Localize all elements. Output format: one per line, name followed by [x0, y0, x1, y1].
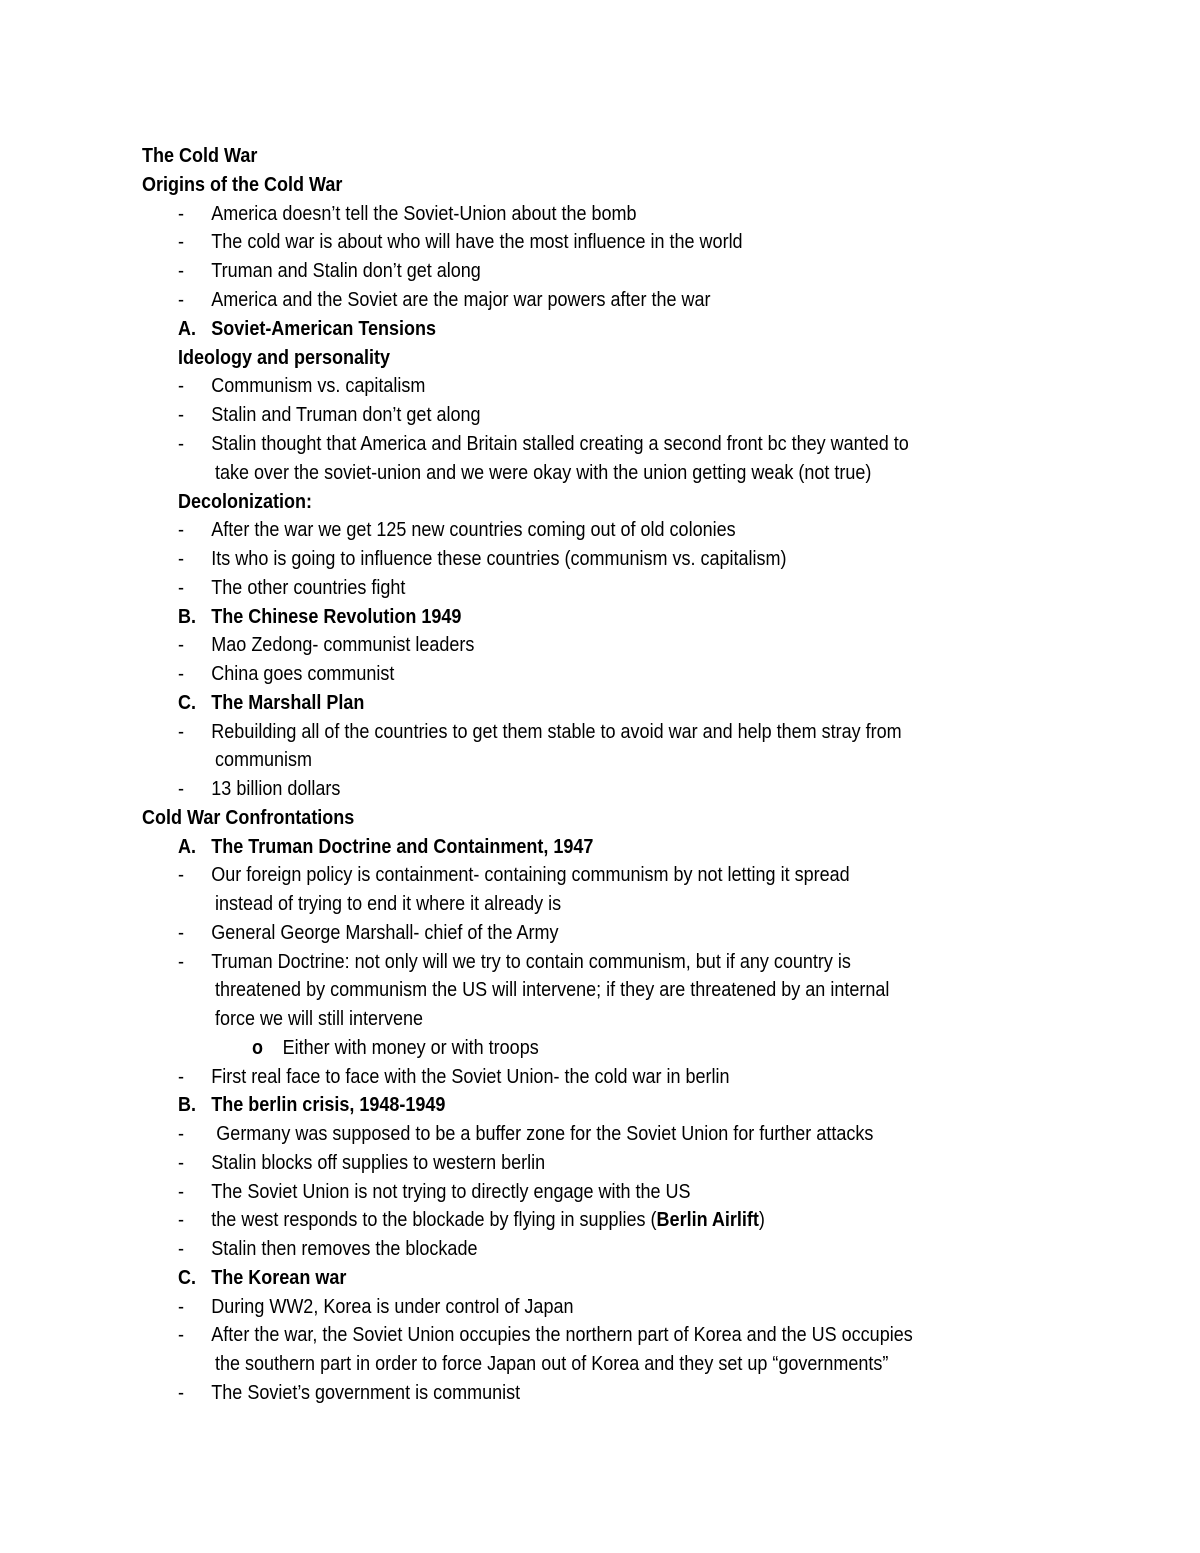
- dash-marker: -: [178, 1123, 185, 1145]
- dash-marker: -: [178, 1238, 185, 1260]
- dash-marker: -: [178, 375, 185, 397]
- dash-marker: -: [178, 1382, 185, 1404]
- bullet-text: Rebuilding all of the countries to get them stable to avoid war and help them stray from: [211, 721, 902, 743]
- dash-marker: -: [178, 1209, 185, 1231]
- dash-marker: -: [178, 663, 185, 685]
- bullet-text: China goes communist: [211, 663, 395, 685]
- bullet-text: Stalin then removes the blockade: [211, 1238, 478, 1260]
- bullet-continuation: the southern part in order to force Japan out of Korea and they set up “governments”: [215, 1353, 889, 1375]
- bullet-text: America doesn’t tell the Soviet-Union about the bomb: [211, 203, 637, 225]
- bullet-text: [211, 1208, 765, 1232]
- bullet-text: 13 billion dollars: [211, 778, 341, 800]
- bullet-text-plain: the west responds to the blockade by flying in supplies (: [211, 1209, 657, 1231]
- bullet-text: Its who is going to influence these countries (communism vs. capitalism): [211, 548, 787, 570]
- dash-marker: -: [178, 1181, 185, 1203]
- bullet-text: Stalin thought that America and Britain stalled creating a second front bc they wanted to: [211, 433, 909, 455]
- bullet-text: Stalin and Truman don’t get along: [211, 404, 481, 426]
- heading-text: Soviet-American Tensions: [211, 318, 437, 340]
- letter-marker: A.: [178, 836, 196, 858]
- bullet-text: First real face to face with the Soviet Union- the cold war in berlin: [211, 1066, 730, 1088]
- heading-text: The Chinese Revolution 1949: [211, 606, 462, 628]
- topic-heading: Ideology and personality: [178, 347, 391, 369]
- dash-marker: -: [178, 864, 185, 886]
- letter-marker: A.: [178, 318, 196, 340]
- dash-marker: -: [178, 433, 185, 455]
- bullet-text: During WW2, Korea is under control of Japan: [211, 1296, 574, 1318]
- heading-text: The Truman Doctrine and Containment, 1947: [211, 836, 594, 858]
- bullet-text: The cold war is about who will have the most influence in the world: [211, 231, 743, 253]
- dash-marker: -: [178, 231, 185, 253]
- dash-marker: -: [178, 1152, 185, 1174]
- bullet-text: General George Marshall- chief of the Army: [211, 922, 559, 944]
- dash-marker: -: [178, 922, 185, 944]
- section-heading: Cold War Confrontations: [142, 807, 355, 829]
- bullet-text: America and the Soviet are the major war powers after the war: [211, 289, 711, 311]
- bullet-text: The other countries fight: [211, 577, 406, 599]
- bullet-text: Stalin blocks off supplies to western berlin: [211, 1152, 546, 1174]
- dash-marker: -: [178, 634, 185, 656]
- bullet-text: After the war we get 125 new countries coming out of old colonies: [211, 519, 736, 541]
- dash-marker: -: [178, 778, 185, 800]
- berlin-airlift-term: Berlin Airlift: [656, 1209, 759, 1231]
- dash-marker: -: [178, 289, 185, 311]
- heading-text: The Marshall Plan: [211, 692, 365, 714]
- bullet-text: Truman Doctrine: not only will we try to contain communism, but if any country is: [211, 951, 851, 973]
- dash-marker: -: [178, 519, 185, 541]
- bullet-text: Our foreign policy is containment- containing communism by not letting it spread: [211, 864, 850, 886]
- bullet-text: After the war, the Soviet Union occupies the northern part of Korea and the US occupies: [211, 1324, 913, 1346]
- dash-marker: -: [178, 1324, 185, 1346]
- bullet-text: The Soviet Union is not trying to directly engage with the US: [211, 1181, 691, 1203]
- circle-marker: o: [252, 1037, 263, 1059]
- dash-marker: -: [178, 1066, 185, 1088]
- topic-heading: Decolonization:: [178, 491, 313, 513]
- bullet-continuation: threatened by communism the US will intervene; if they are threatened by an internal: [215, 979, 890, 1001]
- dash-marker: -: [178, 548, 185, 570]
- bullet-text: Germany was supposed to be a buffer zone for the Soviet Union for further attacks: [211, 1123, 874, 1145]
- dash-marker: -: [178, 1296, 185, 1318]
- bullet-text: Communism vs. capitalism: [211, 375, 426, 397]
- letter-marker: C.: [178, 692, 196, 714]
- section-heading: Origins of the Cold War: [142, 174, 343, 196]
- bullet-continuation: force we will still intervene: [215, 1008, 424, 1030]
- dash-marker: -: [178, 577, 185, 599]
- dash-marker: -: [178, 260, 185, 282]
- bullet-continuation: take over the soviet-union and we were okay with the union getting weak (not true): [215, 462, 872, 484]
- letter-marker: B.: [178, 606, 196, 628]
- bullet-text-close: ): [758, 1209, 765, 1231]
- dash-marker: -: [178, 404, 185, 426]
- bullet-continuation: communism: [215, 749, 313, 771]
- dash-marker: -: [178, 951, 185, 973]
- bullet-text: Truman and Stalin don’t get along: [211, 260, 481, 282]
- heading-text: The berlin crisis, 1948-1949: [211, 1094, 446, 1116]
- dash-marker: -: [178, 203, 185, 225]
- bullet-text: Either with money or with troops: [282, 1037, 539, 1059]
- heading-text: The Korean war: [211, 1267, 347, 1289]
- bullet-continuation: instead of trying to end it where it already is: [215, 893, 562, 915]
- bullet-text: Mao Zedong- communist leaders: [211, 634, 475, 656]
- document-title: The Cold War: [142, 145, 258, 167]
- dash-marker: -: [178, 721, 185, 743]
- letter-marker: B.: [178, 1094, 196, 1116]
- letter-marker: C.: [178, 1267, 196, 1289]
- bullet-text: The Soviet’s government is communist: [211, 1382, 521, 1404]
